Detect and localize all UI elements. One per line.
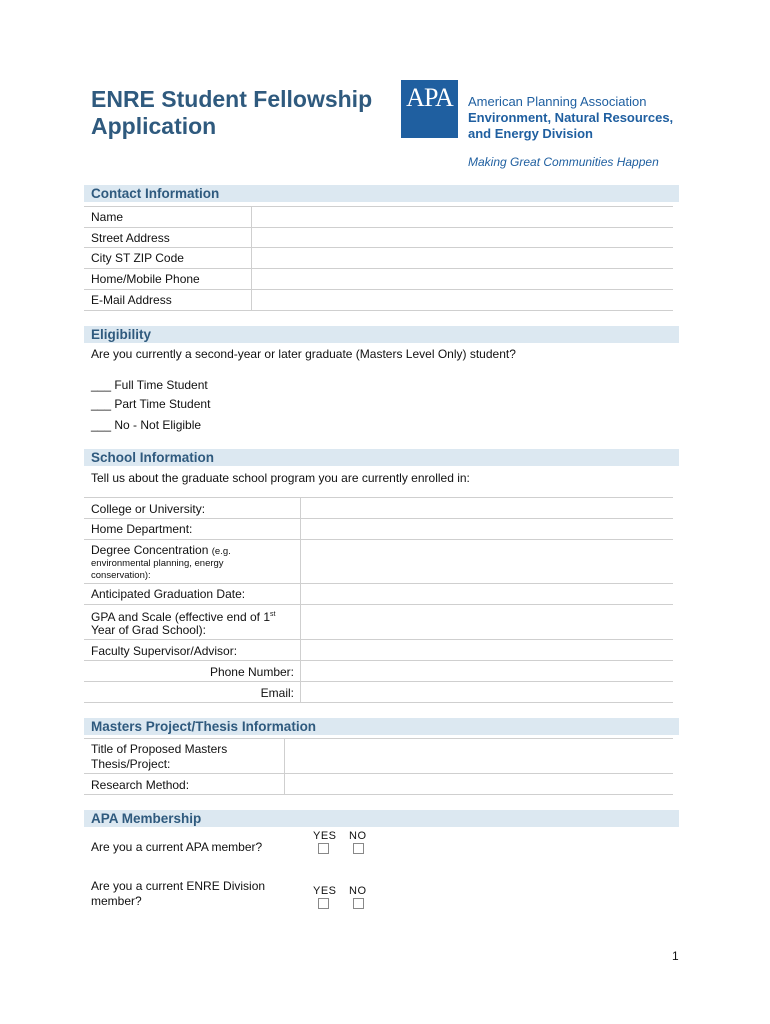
degree-note-1: (e.g. (211, 546, 231, 557)
contact-name-field[interactable] (252, 207, 673, 227)
degree-field[interactable] (301, 540, 673, 583)
school-heading: School Information (91, 450, 214, 465)
contact-email-label: E-Mail Address (91, 293, 172, 307)
apa-member-no-checkbox[interactable] (353, 843, 364, 854)
page-number: 1 (672, 949, 679, 963)
eligibility-question: Are you currently a second-year or later graduate (Masters Level Only) student? (91, 347, 516, 361)
eligibility-option-part-time[interactable]: ___ Part Time Student (91, 397, 211, 411)
contact-heading: Contact Information (91, 186, 220, 201)
supervisor-email-label: Email: (260, 686, 294, 700)
gpa-field[interactable] (301, 605, 673, 639)
eligibility-option-not-eligible[interactable]: ___ No - Not Eligible (91, 418, 202, 432)
membership-section-header (84, 810, 679, 827)
supervisor-label: Faculty Supervisor/Advisor: (91, 644, 238, 658)
apa-logo-mark-text: APA (406, 83, 453, 112)
supervisor-phone-field[interactable] (301, 661, 673, 681)
contact-city-label: City ST ZIP Code (91, 251, 184, 265)
college-field[interactable] (301, 498, 673, 518)
supervisor-email-field[interactable] (301, 682, 673, 702)
thesis-heading: Masters Project/Thesis Information (91, 719, 317, 734)
title-line-2: Application (91, 113, 217, 139)
department-field[interactable] (301, 519, 673, 539)
thesis-title-label-line-2: Thesis/Project: (91, 757, 171, 771)
gpa-label-line-1: GPA and Scale (effective end of 1 (91, 610, 271, 624)
eligibility-option-full-time[interactable]: ___ Full Time Student (91, 378, 208, 392)
membership-heading: APA Membership (91, 811, 202, 826)
degree-note-2: environmental planning, energy (91, 558, 224, 569)
research-method-label: Research Method: (91, 778, 190, 792)
contact-email-field[interactable] (252, 290, 673, 310)
eligibility-section-header (84, 326, 679, 343)
degree-label (91, 543, 231, 558)
logo-line-3: and Energy Division (468, 126, 593, 141)
enre-member-question-line-1: Are you a current ENRE Division (91, 879, 266, 893)
apa-member-no-label: NO (349, 830, 367, 842)
school-intro: Tell us about the graduate school program you are currently enrolled in: (91, 471, 470, 485)
apa-logo (401, 80, 691, 175)
degree-note-3: conservation): (91, 570, 151, 581)
enre-member-no-label: NO (349, 885, 367, 897)
contact-name-label: Name (91, 210, 124, 224)
thesis-title-label-line-1: Title of Proposed Masters (91, 742, 228, 756)
gpa-label (91, 608, 275, 624)
supervisor-field[interactable] (301, 640, 673, 660)
gpa-label-sup: st (270, 611, 276, 618)
enre-member-question-line-2: member? (91, 894, 142, 908)
enre-member-yes-checkbox[interactable] (318, 898, 329, 909)
apa-member-yes-checkbox[interactable] (318, 843, 329, 854)
thesis-section-header (84, 718, 679, 735)
school-section-header (84, 449, 679, 466)
supervisor-phone-label: Phone Number: (209, 665, 294, 679)
eligibility-heading: Eligibility (91, 327, 152, 342)
contact-street-field[interactable] (252, 228, 673, 247)
logo-tagline: Making Great Communities Happen (468, 155, 659, 169)
enre-member-no-checkbox[interactable] (353, 898, 364, 909)
page-title (91, 86, 391, 140)
gpa-label-line-2: Year of Grad School): (91, 623, 206, 637)
logo-line-1: American Planning Association (468, 94, 647, 109)
graduation-field[interactable] (301, 584, 673, 604)
logo-line-2: Environment, Natural Resources, (468, 110, 674, 125)
college-label: College or University: (91, 502, 206, 516)
apa-member-yes-label: YES (313, 830, 337, 842)
contact-city-field[interactable] (252, 248, 673, 268)
apa-member-question: Are you a current APA member? (91, 840, 263, 854)
apa-logo-mark (401, 80, 458, 138)
research-method-field[interactable] (285, 774, 673, 794)
contact-street-label: Street Address (91, 231, 170, 245)
enre-member-yes-label: YES (313, 885, 337, 897)
contact-phone-label: Home/Mobile Phone (91, 272, 200, 286)
department-label: Home Department: (91, 522, 193, 536)
thesis-title-field[interactable] (285, 739, 673, 773)
title-line-1: ENRE Student Fellowship (91, 86, 373, 112)
contact-section-header (84, 185, 679, 202)
contact-phone-field[interactable] (252, 269, 673, 289)
graduation-label: Anticipated Graduation Date: (91, 587, 246, 601)
degree-label-text: Degree Concentration (91, 543, 209, 557)
